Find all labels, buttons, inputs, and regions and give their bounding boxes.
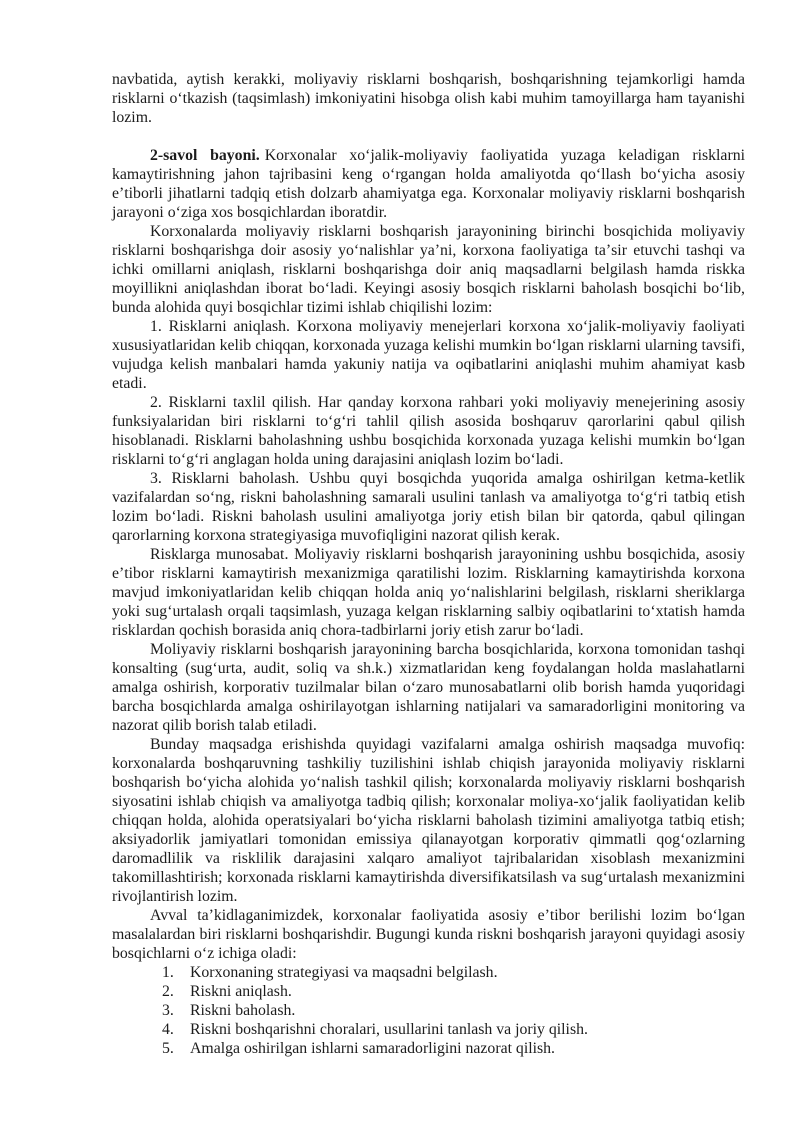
list-item [112,1001,745,1020]
list-item-text: Riskni baholash. [190,1002,296,1019]
paragraph-risk-assessment: 3. Risklarni baholash. Ushbu quyi bosqichda yuqorida amalga oshirilgan ketma-ketlik vazifalardan soʻng, riskni baholashning samarali usulini tanlash va amaliyotga toʻgʻri tatbiq etish lozim boʻladi. Riskni baholash usulini amaliyotga joriy etish bilan bir qatorda, qabul qilingan qarorlarning korxona strategiyasiga muvofiqligini nazorat qilish kerak. [112,470,745,544]
paragraph-text: Korxonalar xoʻjalik-moliyaviy faoliyatida yuzaga keladigan risklarni kamaytirishning jahon tajribasini keng oʻrgangan holda amaliyotda qoʻllash boʻyicha asosiy eʼtiborli jihatlarni tadqiq etish dolzarb ahamiyatga ega. Korxonalar moliyaviy risklarni boshqarish jarayoni oʻziga xos bosqichlardan iboratdir. [112,147,745,221]
paragraph-lead-bold: 2-savol bayoni. [150,147,260,164]
list-item-number: 3. [162,1002,174,1019]
list-item-number: 5. [162,1040,174,1057]
paragraph-tasks: Bunday maqsadga erishishda quyidagi vazifalarni amalga oshirish maqsadga muvofiq: korxonalarda boshqaruvning tashkiliy tuzilishini ishlab chiqish jarayonida moliyaviy risklarni boshqarish boʻyicha alohida yoʻnalish tashkil qilish; korxonalarda moliyaviy risklarni boshqarish siyosatini ishlab chiqish va amaliyotga tadbiq qilish; korxonalar moliya-xoʻjalik faoliyatidan kelib chiqqan holda, alohida operatsiyalari boʻyicha risklarni baholash tizimini amaliyotga tatbiq etish; aksiyadorlik jamiyatlari tomonidan emissiya qilanayotgan korporativ qimmatli qogʻozlarning daromadlilik va risklilik darajasini xalqaro amaliyot tajribalaridan xisoblash mexanizmini takomillashtirish; korxonada risklarni kamaytirishda diversifikatsilash va sugʻurtalash mexanizmini rivojlantirish lozim. [112,736,745,905]
list-item [112,982,745,1001]
risk-management-steps-list [112,963,745,1058]
list-item [112,1039,745,1058]
paragraph-risk-analysis: 2. Risklarni taxlil qilish. Har qanday korxona rahbari yoki moliyaviy menejerining asosiy funksiyalaridan biri risklarni toʻgʻri tahlil qilish asosida boshqaruv qarorlarini qabul qilish hisoblanadi. Risklarni baholashning ushbu bosqichida korxonada yuzaga kelishi mumkin boʻlgan risklarni toʻgʻri anglagan holda uning darajasini aniqlash lozim boʻladi. [112,394,745,468]
list-item-text: Riskni boshqarishni choralari, usullarini tanlash va joriy qilish. [190,1021,588,1038]
list-item-number: 1. [162,964,174,981]
list-item-text: Amalga oshirilgan ishlarni samaradorligini nazorat qilish. [190,1040,555,1057]
list-item-text: Riskni aniqlash. [190,983,292,1000]
list-item [112,963,745,982]
paragraph-summary: Avval taʼkidlaganimizdek, korxonalar faoliyatida asosiy eʼtibor berilishi lozim boʻlgan masalalardan biri risklarni boshqarishdir. Bugungi kunda riskni boshqarish jarayoni quyidagi asosiy bosqichlarni oʻz ichiga oladi: [112,907,745,962]
text-block [112,70,745,1058]
list-item [112,1020,745,1039]
list-item-number: 2. [162,983,174,1000]
paragraph-first-stage: Korxonalarda moliyaviy risklarni boshqarish jarayonining birinchi bosqichida moliyaviy risklarni boshqarishga doir asosiy yoʻnalishlar yaʼni, korxona faoliyatiga taʼsir etuvchi tashqi va ichki omillarni aniqlash, risklarni boshqarishga doir aniq maqsadlarni belgilash hamda riskka moyillikni aniqlashdan iborat boʻladi. Keyingi asosiy bosqich risklarni baholash bosqichi boʻlib, bunda alohida quyi bosqichlar tizimi ishlab chiqilishi lozim: [112,223,745,316]
paragraph-risk-identify: 1. Risklarni aniqlash. Korxona moliyaviy menejerlari korxona xoʻjalik-moliyaviy faoliyati xususiyatlaridan kelib chiqqan, korxonada yuzaga kelishi mumkin boʻlgan risklarni ularning tavsifi, vujudga kelish manbalari hamda yakuniy natija va oqibatlarini aniqlashi muhim ahamiyat kasb etadi. [112,318,745,392]
list-item-text: Korxonaning strategiyasi va maqsadni belgilash. [190,964,498,981]
paragraph-question-2 [112,146,745,222]
paragraph-risk-response: Risklarga munosabat. Moliyaviy risklarni boshqarish jarayonining ushbu bosqichida, asosiy eʼtibor risklarni kamaytirish mexanizmiga qaratilishi lozim. Risklarning kamaytirishda korxona mavjud imkoniyatlaridan kelib chiqqan holda aniq yoʻnalishlarini belgilash, risklarni sheriklarga yoki sugʻurtalash orqali taqsimlash, yuzaga kelgan risklarning salbiy oqibatlarini toʻxtatish hamda risklardan qochish borasida aniq chora-tadbirlarni joriy etish zarur boʻladi. [112,546,745,639]
paragraph-consulting-monitoring: Moliyaviy risklarni boshqarish jarayonining barcha bosqichlarida, korxona tomonidan tashqi konsalting (sugʻurta, audit, soliq va sh.k.) xizmatlaridan keng foydalangan holda maslahatlarni amalga oshirish, korporativ tuzilmalar bilan oʻzaro munosabatlarni olib borish hamda yuqoridagi barcha bosqichlarda amalga oshirilayotgan ishlarning natijalari va samaradorligini monitoring va nazorat qilib borish talab etiladi. [112,641,745,734]
list-item-number: 4. [162,1021,174,1038]
paragraph-continuation: navbatida, aytish kerakki, moliyaviy risklarni boshqarish, boshqarishning tejamkorligi hamda risklarni oʻtkazish (taqsimlash) imkoniyatini hisobga olish kabi muhim tamoyillarga ham tayanishi lozim. [112,71,745,126]
